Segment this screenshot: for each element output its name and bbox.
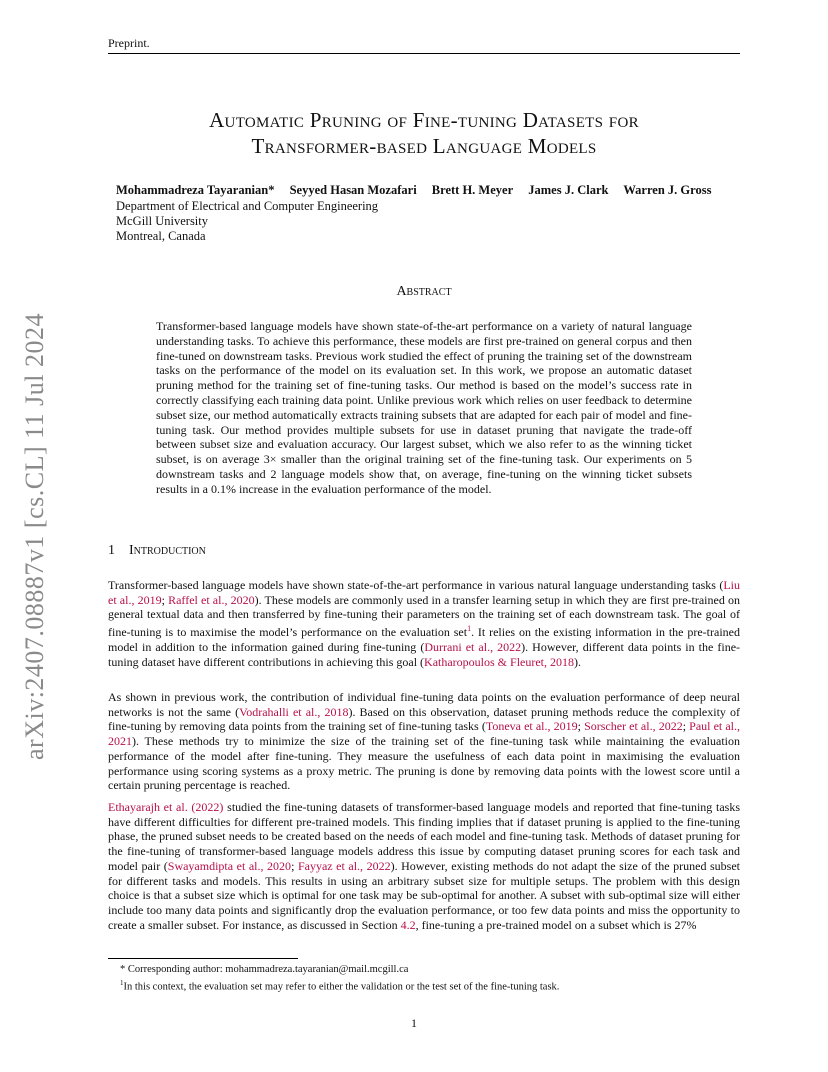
text: ). Based on this observation, dataset pruning methods reduce the complexity of fine-tuning by removing data points from the training set of fine-tuning tasks ( xyxy=(108,704,740,734)
footnote-1 xyxy=(120,979,559,993)
citation-link[interactable]: Katharopoulos & Fleuret, 2018 xyxy=(424,654,575,669)
header-rule xyxy=(108,53,740,54)
section-link[interactable]: 4.2 xyxy=(400,917,416,932)
footnote-rule xyxy=(108,958,298,959)
citation-link[interactable]: Fayyaz et al., 2022 xyxy=(297,858,391,873)
citation-link[interactable]: Liu et al., 2019 xyxy=(108,578,740,607)
author: Brett H. Meyer xyxy=(431,183,514,197)
citation-link[interactable]: Raffel et al., 2020 xyxy=(168,592,255,607)
section-number: 1 xyxy=(108,543,115,558)
author-list xyxy=(116,183,723,198)
text: ). These models are commonly used in a transfer learning setup in which they are first pre-trained on general textual data and then transferred by fine-tuning their parameters on the training set of each downstream task. The goal of fine-tuning is to maximise the model’s performance on the evaluation set xyxy=(108,592,740,640)
running-header: Preprint. xyxy=(108,36,150,50)
text: ). However, different data points in the fine-tuning dataset have different contributions in achieving this goal ( xyxy=(108,639,741,669)
citation-link[interactable]: Vodrahalli et al., 2018 xyxy=(239,704,349,719)
section-heading xyxy=(108,543,206,559)
section-title: Introduction xyxy=(129,543,206,558)
citation-link[interactable]: Toneva et al., 2019 xyxy=(485,719,578,734)
page-number: 1 xyxy=(411,1016,417,1030)
author: Seyyed Hasan Mozafari xyxy=(289,183,417,197)
text: As shown in previous work, the contribution of individual fine-tuning data points on the evaluation performance of deep neural networks is not the same ( xyxy=(108,690,740,719)
author: Mohammadreza Tayaranian* xyxy=(116,183,275,197)
citation-link[interactable]: Sorscher et al., 2022 xyxy=(584,719,683,734)
citation-link[interactable]: Paul et al., 2021 xyxy=(108,719,741,749)
text: ; xyxy=(161,592,169,607)
footnote-link[interactable]: 1 xyxy=(467,624,472,634)
affiliation-location: Montreal, Canada xyxy=(116,229,206,243)
citation-link[interactable]: Swayamdipta et al., 2020 xyxy=(167,858,292,873)
citation-link[interactable]: Ethayarajh et al. (2022) xyxy=(108,800,224,814)
text: . It relies on the existing information in the pre-trained model in addition to the information gained during fine-tuning ( xyxy=(108,625,740,654)
author: James J. Clark xyxy=(528,183,609,197)
text: ; xyxy=(682,719,690,734)
text: studied the fine-tuning datasets of transformer-based language models and reported that fine-tuning tasks have different difficulties for different pre-trained models. This finding implies that if dataset pruning is applied to the fine-tuning phase, the pruned subset needs to be created based on the needs of each model and fine-tuning task. Methods of dataset pruning for the fine-tuning of transformer-based language models address this issue by computing dataset pruning scores for each task and model pair ( xyxy=(108,800,740,873)
author: Warren J. Gross xyxy=(623,183,712,197)
text: ). These methods try to minimize the size of the training set of the fine-tuning task while maintaining the evaluation performance of the model after fine-tuning. They measure the usefulness of each data point in maximising the evaluation performance using scoring systems as a proxy metric. The pruning is done by removing data points with the lowest score until a certain pruning percentage is reached. xyxy=(108,734,740,793)
intro-paragraph-3 xyxy=(108,800,740,932)
arxiv-identifier: arXiv:2407.08887v1 [cs.CL] 11 Jul 2024 xyxy=(20,313,49,760)
text: ; xyxy=(291,858,298,873)
intro-paragraph-1 xyxy=(108,578,740,669)
affiliation-department: Department of Electrical and Computer Engineering xyxy=(116,199,379,213)
title-line-1: Automatic Pruning of Fine-tuning Datasets for xyxy=(209,108,639,132)
abstract-body: Transformer-based language models have shown state-of-the-art performance on a variety of natural language understanding tasks. To achieve this performance, these models are first pre-trained on general corpus and then fine-tuned on downstream tasks. Previous work studied the effect of pruning the training set of the downstream tasks on the performance of the model on its evaluation set. In this work, we propose an automatic dataset pruning method for the training set of fine-tuning tasks. Our method is based on the model’s success rate in correctly classifying each training data point. Unlike previous work which relies on user feedback to determine subset size, our method automatically extracts training subsets that are adapted for each pair of model and fine-tuning task. Our method provides multiple subsets for use in dataset pruning that navigate the trade-off between subset size and evaluation accuracy. Our largest subset, which we also refer to as the winning ticket subset, is on average 3× smaller than the original training set of the fine-tuning task. Our experiments on 5 downstream tasks and 2 language models show that, on average, fine-tuning on the winning ticket subsets results in a 0.1% increase in the evaluation performance of the model. xyxy=(156,319,692,496)
footnote-corresponding-author: * Corresponding author: mohammadreza.tayaranian@mail.mcgill.ca xyxy=(120,964,409,975)
footnote-mark: 1 xyxy=(120,979,124,987)
affiliation-university: McGill University xyxy=(116,214,209,228)
citation-link[interactable]: Durrani et al., 2022 xyxy=(424,639,522,654)
text: ). However, existing methods do not adapt the size of the pruned subset for different tasks and models. This results in using an arbitrary subset size for multiple setups. The problem with this design choice is that a subset size which is optimal for one task may be sub-optimal for another. A subset with sub-optimal size will either include too many data points and significantly drop the evaluation performance, or too few data points and miss the opportunity to create a smaller subset. For instance, as discussed in Section xyxy=(108,858,740,932)
text: , fine-tuning a pre-trained model on a subset which is 27% xyxy=(415,917,697,932)
abstract-heading: Abstract xyxy=(396,284,452,299)
intro-paragraph-2 xyxy=(108,690,740,793)
text: ; xyxy=(577,719,585,734)
footnote-text: In this context, the evaluation set may refer to either the validation or the test set of the fine-tuning task. xyxy=(123,981,560,993)
text: ). xyxy=(574,654,582,669)
text: Transformer-based language models have shown state-of-the-art performance in various natural language understanding tasks ( xyxy=(108,578,724,592)
title-line-2: Transformer-based Language Models xyxy=(251,134,597,158)
